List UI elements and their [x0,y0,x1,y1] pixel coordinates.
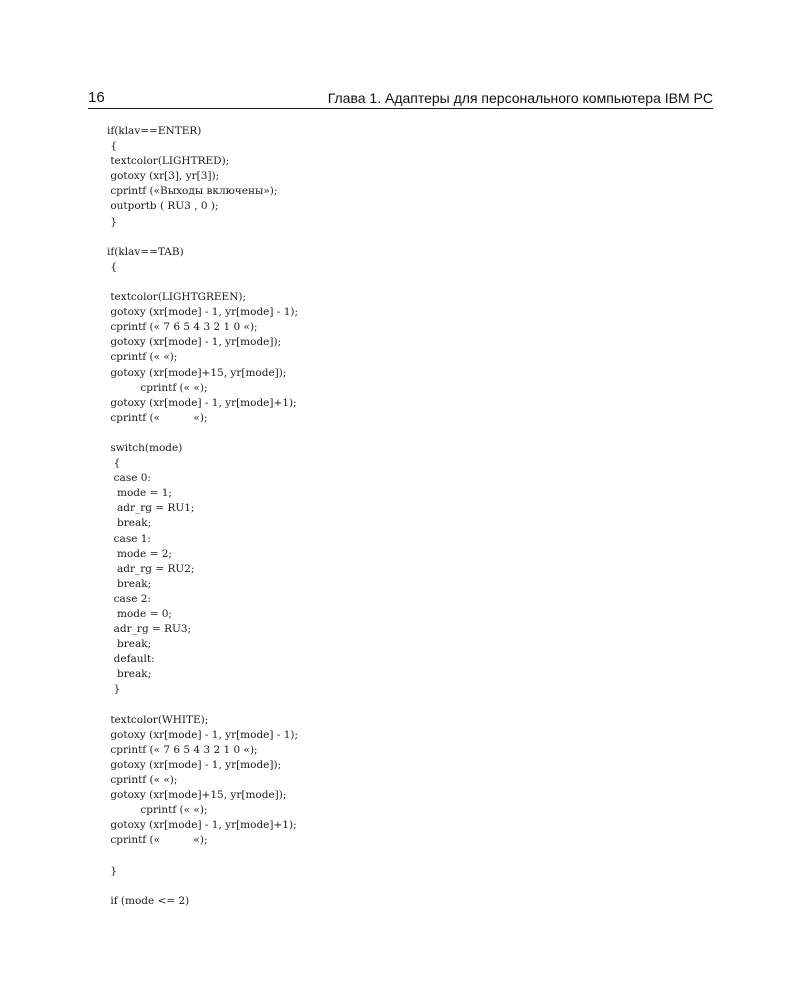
code-line: textcolor(LIGHTGREEN); [107,291,247,304]
code-line: { [107,260,118,273]
code-line: default: [107,653,155,666]
code-line: gotoxy (xr[mode] - 1, yr[mode]+1); [107,396,297,409]
code-line [107,849,707,864]
code-line: } [107,215,118,228]
code-line: cprintf (« «); [107,351,178,364]
code-line [107,426,707,441]
code-line: case 1: [107,532,151,545]
code-line: cprintf («Выходы включены»); [107,185,278,198]
code-line: gotoxy (xr[mode]+15, yr[mode]); [107,789,287,802]
code-line: cprintf (« 7 6 5 4 3 2 1 0 «); [107,743,258,756]
code-line: adr_rg = RU2; [107,562,195,575]
code-line: gotoxy (xr[mode] - 1, yr[mode]); [107,336,282,349]
code-line: if(klav==ENTER) [107,125,202,137]
page-number: 16 [88,89,105,106]
code-line: gotoxy (xr[mode] - 1, yr[mode] - 1); [107,728,299,741]
code-line [107,230,707,245]
code-line: mode = 1; [107,487,172,500]
code-listing [107,124,707,909]
code-line: textcolor(WHITE); [107,713,209,726]
code-line: cprintf (« «); [107,411,208,424]
code-line: cprintf (« «); [107,834,208,847]
page-header [88,90,713,109]
code-line: gotoxy (xr[mode] - 1, yr[mode]); [107,758,282,771]
code-line: mode = 2; [107,547,172,560]
code-line: gotoxy (xr[mode] - 1, yr[mode] - 1); [107,306,299,319]
code-line [107,275,707,290]
code-line: if (mode <= 2) [107,894,190,907]
code-line: if(klav==TAB) [107,245,184,258]
code-line: switch(mode) [107,441,183,454]
code-line: adr_rg = RU3; [107,623,192,636]
code-line: break; [107,517,152,530]
code-line: cprintf (« «); [107,774,178,787]
code-line: outportb ( RU3 , 0 ); [107,200,219,213]
code-line: cprintf (« 7 6 5 4 3 2 1 0 «); [107,321,258,334]
code-line: cprintf (« «); [107,381,208,394]
code-line: case 0: [107,472,151,485]
code-line: gotoxy (xr[3], yr[3]); [107,170,220,183]
code-line: case 2: [107,592,151,605]
code-line: break; [107,668,152,681]
code-line: } [107,864,118,877]
code-line [107,879,707,894]
code-line: textcolor(LIGHTRED); [107,155,230,168]
code-line: mode = 0; [107,608,172,620]
code-line: adr_rg = RU1; [107,502,195,515]
code-line: cprintf (« «); [107,804,208,817]
running-title: Глава 1. Адаптеры для персонального компьютера IBM PC [327,90,713,106]
code-line [107,698,707,713]
code-line: { [107,140,118,153]
code-line: gotoxy (xr[mode] - 1, yr[mode]+1); [107,819,297,832]
code-line: } [107,683,121,696]
code-line: break; [107,577,152,590]
code-line: { [107,457,121,470]
code-line: gotoxy (xr[mode]+15, yr[mode]); [107,366,287,379]
code-line: break; [107,638,152,651]
